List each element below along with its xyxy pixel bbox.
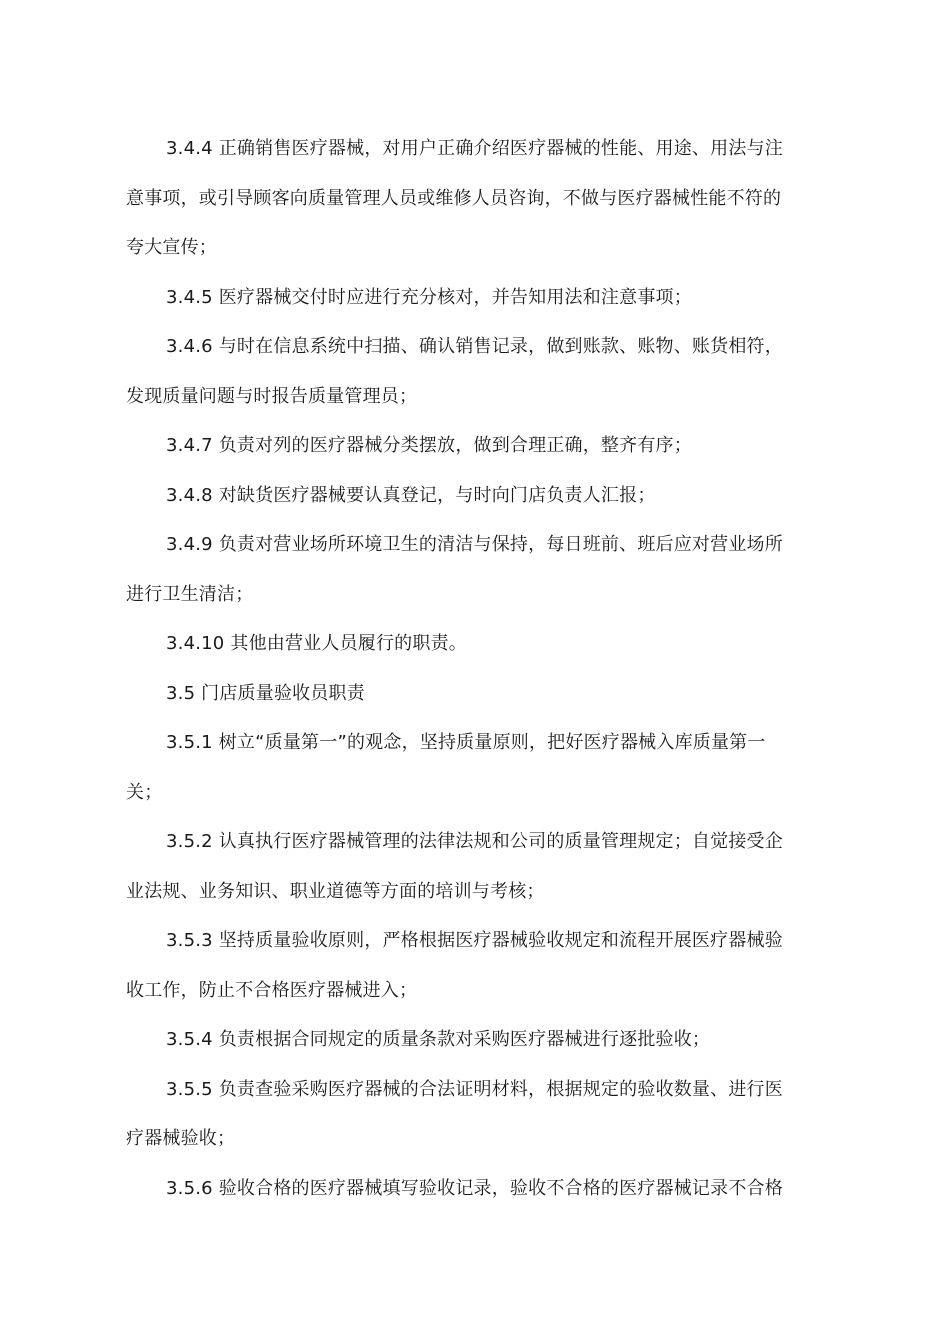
text-line: 夸大宣传； bbox=[126, 237, 217, 258]
paragraph-3-4-9 bbox=[126, 520, 826, 619]
text-line: 3.5.4 负责根据合同规定的质量条款对采购医疗器械进行逐批验收； bbox=[166, 1029, 711, 1050]
text-line: 3.4.8 对缺货医疗器械要认真登记，与时向门店负责人汇报； bbox=[166, 484, 656, 506]
section-heading-3-5 bbox=[126, 669, 826, 719]
text-line: 进行卫生清洁； bbox=[126, 583, 254, 605]
text-line: 3.5.5 负责查验采购医疗器械的合法证明材料，根据规定的验收数量、进行医 bbox=[166, 1078, 783, 1100]
text-line: 疗器械验收； bbox=[126, 1128, 236, 1149]
document-body bbox=[126, 124, 826, 1213]
text-line: 3.4.10 其他由营业人员履行的职责。 bbox=[166, 633, 467, 654]
text-line: 3.5.1 树立“质量第一”的观念，坚持质量原则，把好医疗器械入库质量第一 bbox=[166, 732, 766, 753]
text-line: 关； bbox=[126, 781, 163, 803]
paragraph-3-4-5 bbox=[126, 273, 826, 323]
paragraph-3-4-4 bbox=[126, 124, 826, 273]
text-line: 发现质量问题与时报告质量管理员； bbox=[126, 385, 418, 407]
paragraph-3-4-7 bbox=[126, 421, 826, 471]
paragraph-3-5-1 bbox=[126, 718, 826, 817]
text-line: 收工作，防止不合格医疗器械进入； bbox=[126, 979, 418, 1001]
text-line: 3.5.2 认真执行医疗器械管理的法律法规和公司的质量管理规定；自觉接受企 bbox=[166, 831, 783, 852]
text-line: 3.4.4 正确销售医疗器械，对用户正确介绍医疗器械的性能、用途、用法与注 bbox=[166, 138, 783, 159]
paragraph-3-5-5 bbox=[126, 1065, 826, 1164]
text-line: 3.4.6 与时在信息系统中扫描、确认销售记录，做到账款、账物、账货相符， bbox=[166, 336, 783, 357]
paragraph-3-4-8 bbox=[126, 471, 826, 521]
paragraph-3-4-6 bbox=[126, 322, 826, 421]
text-line: 3.4.7 负责对列的医疗器械分类摆放，做到合理正确，整齐有序； bbox=[166, 435, 692, 456]
text-line: 3.5.3 坚持质量验收原则，严格根据医疗器械验收规定和流程开展医疗器械验 bbox=[166, 930, 783, 951]
paragraph-3-5-4 bbox=[126, 1015, 826, 1065]
text-line: 业法规、业务知识、职业道德等方面的培训与考核； bbox=[126, 880, 545, 902]
text-line: 3.5.6 验收合格的医疗器械填写验收记录，验收不合格的医疗器械记录不合格 bbox=[166, 1177, 783, 1199]
text-line: 3.5 门店质量验收员职责 bbox=[166, 682, 365, 704]
paragraph-3-5-2 bbox=[126, 817, 826, 916]
text-line: 3.4.5 医疗器械交付时应进行充分核对，并告知用法和注意事项； bbox=[166, 286, 692, 308]
text-line: 3.4.9 负责对营业场所环境卫生的清洁与保持，每日班前、班后应对营业场所 bbox=[166, 534, 783, 555]
paragraph-3-5-3 bbox=[126, 916, 826, 1015]
paragraph-3-4-10 bbox=[126, 619, 826, 669]
paragraph-3-5-6 bbox=[126, 1164, 826, 1214]
text-line: 意事项，或引导顾客向质量管理人员或维修人员咨询，不做与医疗器械性能不符的 bbox=[126, 187, 782, 209]
